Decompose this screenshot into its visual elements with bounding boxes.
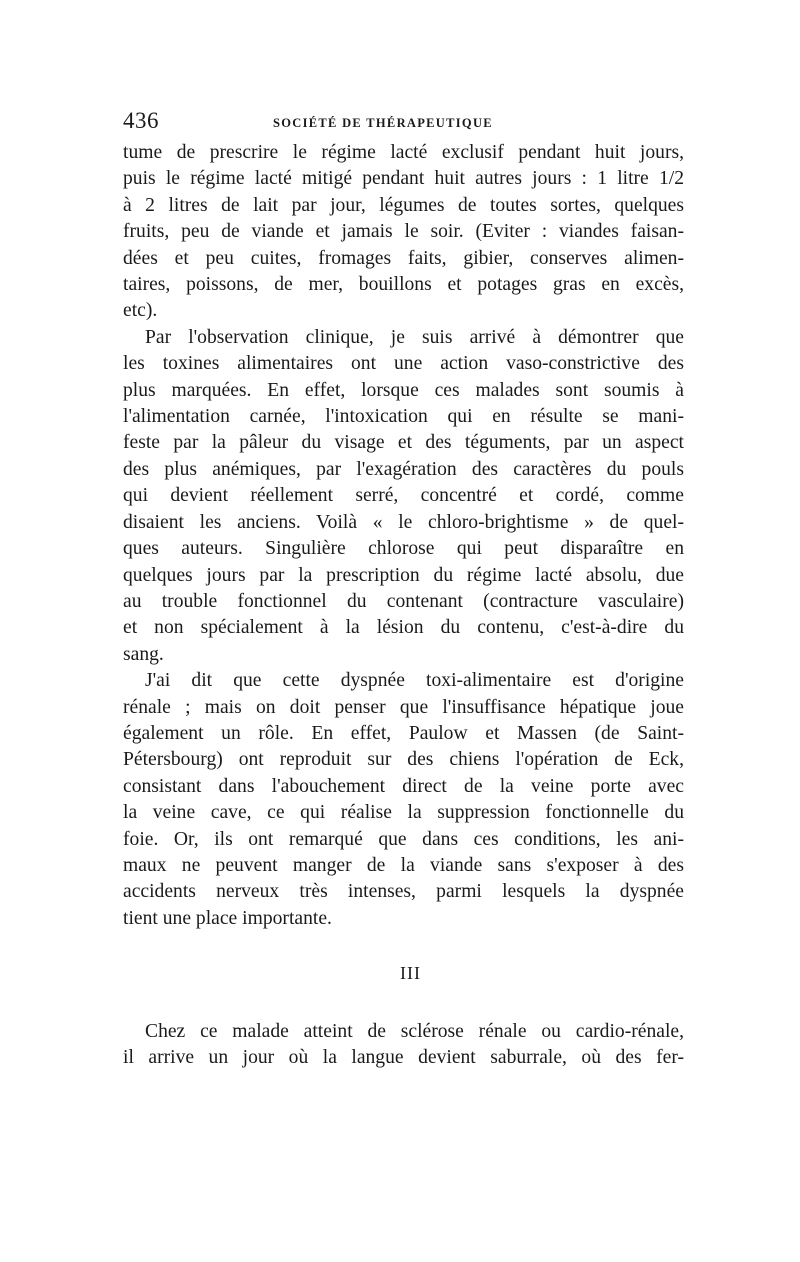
running-head (123, 100, 684, 140)
text-line: puis le régime lacté mitigé pendant huit autres jours : 1 litre 1/2 (123, 168, 684, 190)
text-line: au trouble fonctionnel du contenant (contracture vasculaire) (123, 590, 684, 612)
paragraph-1 (123, 140, 684, 325)
text-line: Pétersbourg) ont reproduit sur des chiens l'opération de Eck, (123, 749, 684, 771)
text-line: J'ai dit que cette dyspnée toxi-alimentaire est d'origine (145, 670, 684, 692)
text-line: à 2 litres de lait par jour, légumes de toutes sortes, quelques (123, 194, 684, 216)
text-line: quelques jours par la prescription du régime lacté absolu, due (123, 564, 684, 586)
text-line: Par l'observation clinique, je suis arrivé à démontrer que (145, 326, 684, 348)
text-line: tient une place importante. (123, 907, 332, 929)
text-line: feste par la pâleur du visage et des téguments, par un aspect (123, 432, 684, 454)
text-line: foie. Or, ils ont remarqué que dans ces conditions, les ani- (123, 828, 684, 850)
text-line: et non spécialement à la lésion du contenu, c'est-à-dire du (123, 617, 684, 639)
text-line: fruits, peu de viande et jamais le soir. (Eviter : viandes faisan- (123, 221, 684, 243)
text-line: sang. (123, 643, 164, 665)
paragraph-3 (123, 668, 684, 932)
text-line: tume de prescrire le régime lacté exclusif pendant huit jours, (123, 142, 684, 163)
text-line: maux ne peuvent manger de la viande sans s'exposer à des (123, 854, 684, 876)
text-line: ques auteurs. Singulière chlorose qui peut disparaître en (123, 538, 684, 560)
text-line: la veine cave, ce qui réalise la suppression fonctionnelle du (123, 802, 684, 824)
text-line: dées et peu cuites, fromages faits, gibier, conserves alimen- (123, 247, 684, 269)
text-line: l'alimentation carnée, l'intoxication qui en résulte se mani- (123, 406, 684, 428)
page-number: 436 (123, 108, 159, 133)
paragraph-2 (123, 325, 684, 668)
text-line: également un rôle. En effet, Paulow et Massen (de Saint- (123, 722, 684, 744)
text-line: accidents nerveux très intenses, parmi lesquels la dyspnée (123, 881, 684, 903)
section-heading: III (400, 963, 421, 984)
book-page (123, 100, 684, 1071)
text-line: Chez ce malade atteint de sclérose rénale ou cardio-rénale, (145, 1020, 684, 1042)
text-line: qui devient réellement serré, concentré et cordé, comme (123, 485, 684, 507)
text-line: il arrive un jour où la langue devient saburrale, où des fer- (123, 1047, 684, 1068)
text-line: des plus anémiques, par l'exagération des caractères du pouls (123, 458, 684, 480)
text-line: plus marquées. En effet, lorsque ces malades sont soumis à (123, 379, 684, 401)
text-line: taires, poissons, de mer, bouillons et potages gras en excès, (123, 274, 684, 296)
text-line: rénale ; mais on doit penser que l'insuffisance hépatique joue (123, 696, 684, 718)
text-line: consistant dans l'abouchement direct de la veine porte avec (123, 775, 684, 797)
text-line: etc). (123, 300, 158, 322)
paragraph-4 (123, 1019, 684, 1072)
text-line: les toxines alimentaires ont une action vaso-constrictive des (123, 353, 684, 375)
text-line: disaient les anciens. Voilà « le chloro-brightisme » de quel- (123, 511, 684, 533)
body-text (123, 140, 684, 1071)
running-title: SOCIÉTÉ DE THÉRAPEUTIQUE (273, 116, 493, 130)
